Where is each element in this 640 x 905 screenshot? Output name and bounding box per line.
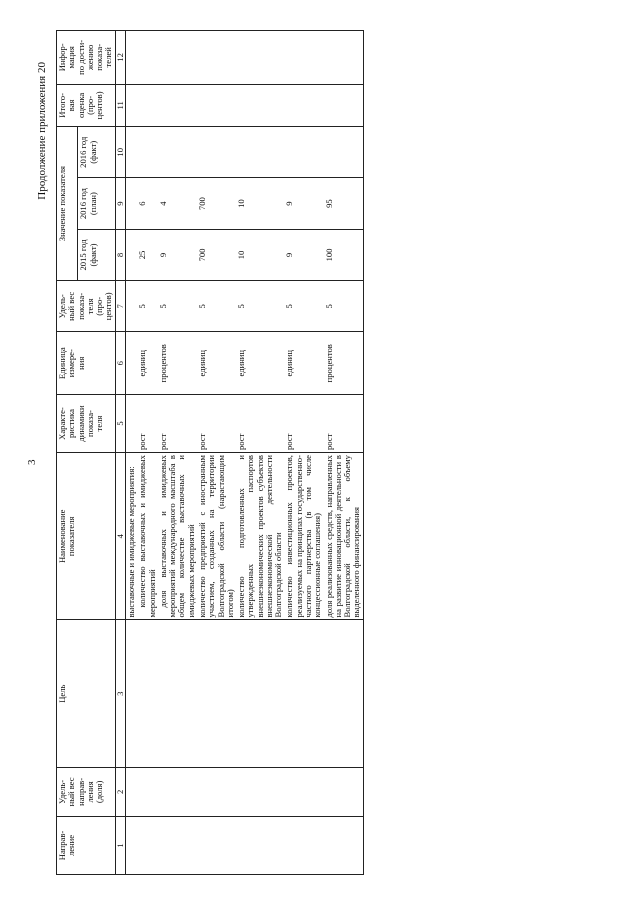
final-score-value: [324, 84, 364, 126]
indicator-name: доля реализованных средств, направленных на развитие инновационной деятельности в Волгоградской области, к объему выделенного финансирования: [324, 453, 364, 620]
indicator-name: количество инвестиционных проектов, реализуемых на принципах государственно-частного партнерства (в том числе концессионные соглашения): [284, 453, 323, 620]
header-values-group: Значение показателя: [57, 127, 78, 281]
value-2016-plan: 6: [137, 178, 158, 229]
dynamics-value: рост: [137, 395, 158, 453]
final-score-value: [284, 84, 323, 126]
unit-value: процентов: [324, 332, 364, 395]
value-2015-fact: 25: [137, 229, 158, 280]
column-number: 6: [115, 332, 125, 395]
value-2016-plan: 700: [197, 178, 236, 229]
header-unit: Единица измере- ния: [57, 332, 116, 395]
final-score-value: [137, 84, 158, 126]
info-value: [137, 31, 158, 85]
column-number: 1: [115, 816, 125, 874]
weight-value: 5: [284, 281, 323, 332]
value-2016-fact: [197, 127, 236, 178]
indicator-name: количество подготовленных и утвержденных паспортов внешнеэкономических проектов субъектов внешнеэкономической деятельности Волгоградской области: [236, 453, 284, 620]
info-value: [197, 31, 236, 85]
unit-value: процентов: [158, 332, 197, 395]
header-final-score: Итого- вая оценка (про- центов): [57, 84, 116, 126]
final-score-value: [197, 84, 236, 126]
weight-value: 5: [236, 281, 284, 332]
header-goal: Цель: [57, 620, 116, 767]
column-number: 2: [115, 767, 125, 816]
table-row: [236, 31, 284, 875]
dynamics-value: рост: [197, 395, 236, 453]
header-indicator-weight: Удель- ный вес показа- теля (про- центов): [57, 281, 116, 332]
final-score-value: [158, 84, 197, 126]
value-2015-fact: 9: [284, 229, 323, 280]
dynamics-value: рост: [284, 395, 323, 453]
value-2016-fact: [158, 127, 197, 178]
header-2015-fact: 2015 год (факт): [78, 229, 115, 280]
unit-value: единиц: [236, 332, 284, 395]
value-2016-fact: [284, 127, 323, 178]
section-heading: выставочные и имиджевые мероприятия:: [125, 453, 137, 620]
header-row-1: [57, 31, 78, 875]
dynamics-value: рост: [236, 395, 284, 453]
weight-value: 5: [137, 281, 158, 332]
value-2015-fact: 9: [158, 229, 197, 280]
column-number: 5: [115, 395, 125, 453]
weight-value: 5: [324, 281, 364, 332]
table-row: [324, 31, 364, 875]
header-direction-weight: Удель- ный вес направ- ления (доля): [57, 767, 116, 816]
page-number: 3: [26, 459, 38, 465]
unit-value: единиц: [137, 332, 158, 395]
column-number: 10: [115, 127, 125, 178]
info-value: [236, 31, 284, 85]
value-2016-plan: 9: [284, 178, 323, 229]
continuation-note: Продолжение приложения 20: [36, 62, 48, 200]
value-2016-plan: 95: [324, 178, 364, 229]
header-2016-fact: 2016 год (факт): [78, 127, 115, 178]
column-number: 11: [115, 84, 125, 126]
table-row: [137, 31, 158, 875]
indicator-name: доля выставочных и имиджевых мероприятий международного масштаба в общем количестве выставочных и имиджевых мероприятий: [158, 453, 197, 620]
section-heading-row: [125, 31, 137, 875]
header-info: Инфор- мация по дости- жению показа- телей: [57, 31, 116, 85]
header-dynamics: Характе- ристика динамики показа- теля: [57, 395, 116, 453]
column-numbers-row: [115, 31, 125, 875]
table-row: [284, 31, 323, 875]
info-value: [324, 31, 364, 85]
value-2016-plan: 4: [158, 178, 197, 229]
indicators-table: [56, 30, 364, 875]
column-number: 7: [115, 281, 125, 332]
value-2016-fact: [236, 127, 284, 178]
value-2016-fact: [137, 127, 158, 178]
indicator-name: количество предприятий с иностранным участием, созданных на территории Волгоградской области (нарастающим итогом): [197, 453, 236, 620]
header-direction: Направ- ление: [57, 816, 116, 874]
indicator-name: количество выставочных и имиджевых мероприятий: [137, 453, 158, 620]
column-number: 4: [115, 453, 125, 620]
header-2016-plan: 2016 год (план): [78, 178, 115, 229]
info-value: [158, 31, 197, 85]
weight-value: 5: [197, 281, 236, 332]
unit-value: единиц: [284, 332, 323, 395]
table-row: [197, 31, 236, 875]
dynamics-value: рост: [158, 395, 197, 453]
dynamics-value: рост: [324, 395, 364, 453]
weight-value: 5: [158, 281, 197, 332]
column-number: 3: [115, 620, 125, 767]
unit-value: единиц: [197, 332, 236, 395]
value-2016-fact: [324, 127, 364, 178]
column-number: 8: [115, 229, 125, 280]
info-value: [284, 31, 323, 85]
column-number: 9: [115, 178, 125, 229]
value-2015-fact: 100: [324, 229, 364, 280]
value-2015-fact: 10: [236, 229, 284, 280]
value-2016-plan: 10: [236, 178, 284, 229]
value-2015-fact: 700: [197, 229, 236, 280]
final-score-value: [236, 84, 284, 126]
column-number: 12: [115, 31, 125, 85]
header-indicator-name: Наименование показателя: [57, 453, 116, 620]
table-row: [158, 31, 197, 875]
